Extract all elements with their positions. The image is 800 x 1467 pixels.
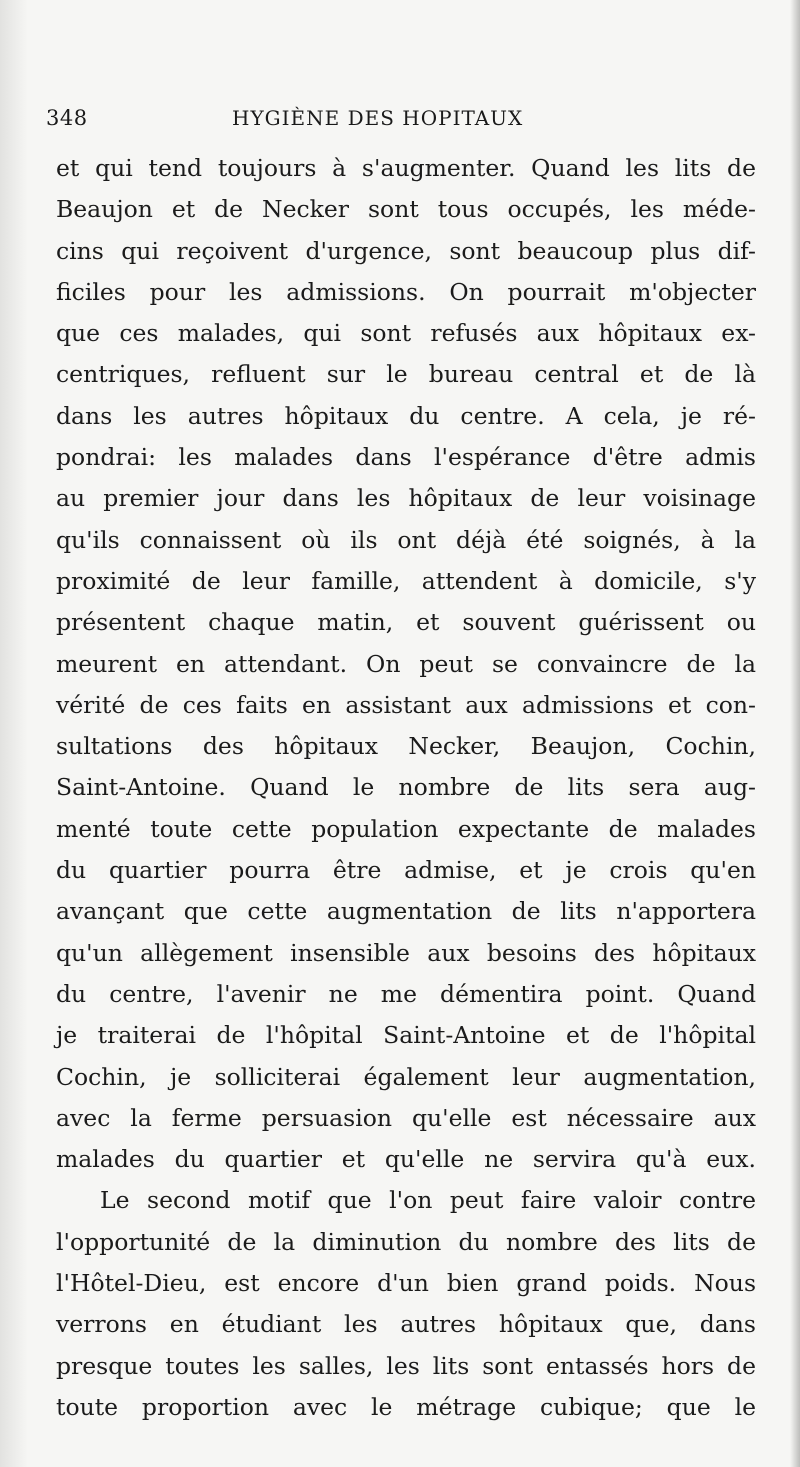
- paragraph-end-line: malades du quartier et qu'elle ne servira qu'à eux.: [56, 1145, 756, 1174]
- running-head: HYGIÈNE DES HOPITAUX: [232, 106, 524, 130]
- scan-shadow: [0, 0, 28, 1467]
- text-line: dans les autres hôpitaux du centre. A cela, je ré-: [56, 401, 756, 430]
- text-line: qu'ils connaissent où ils ont déjà été soignés, à la: [56, 525, 756, 554]
- text-line: l'Hôtel-Dieu, est encore d'un bien grand poids. Nous: [56, 1269, 756, 1298]
- text-line: centriques, refluent sur le bureau central et de là: [56, 360, 756, 389]
- text-line: presque toutes les salles, les lits sont entassés hors de: [56, 1351, 756, 1380]
- text-line: menté toute cette population expectante de malades: [56, 814, 756, 843]
- text-line: du centre, l'avenir ne me démentira point. Quand: [56, 979, 756, 1008]
- page-header: [46, 102, 746, 138]
- text-line: l'opportunité de la diminution du nombre des lits de: [56, 1227, 756, 1256]
- text-line: verrons en étudiant les autres hôpitaux que, dans: [56, 1310, 756, 1339]
- text-line: avec la ferme persuasion qu'elle est nécessaire aux: [56, 1103, 756, 1132]
- page-number: 348: [46, 106, 88, 130]
- text-line: Beaujon et de Necker sont tous occupés, les méde-: [56, 195, 756, 224]
- text-line: toute proportion avec le métrage cubique; que le: [56, 1392, 756, 1421]
- text-line: du quartier pourra être admise, et je crois qu'en: [56, 856, 756, 885]
- text-line: ficiles pour les admissions. On pourrait m'objecter: [56, 277, 756, 306]
- text-line: présentent chaque matin, et souvent guérissent ou: [56, 608, 756, 637]
- text-line: Cochin, je solliciterai également leur augmentation,: [56, 1062, 756, 1091]
- body-text: [56, 148, 756, 1428]
- text-line: qu'un allègement insensible aux besoins des hôpitaux: [56, 938, 756, 967]
- text-line: cins qui reçoivent d'urgence, sont beaucoup plus dif-: [56, 236, 756, 265]
- text-line: proximité de leur famille, attendent à domicile, s'y: [56, 566, 756, 595]
- paragraph-start-line: Le second motif que l'on peut faire valoir contre: [100, 1186, 756, 1215]
- text-line: pondrai: les malades dans l'espérance d'être admis: [56, 443, 756, 472]
- text-line: je traiterai de l'hôpital Saint-Antoine et de l'hôpital: [56, 1021, 756, 1050]
- text-line: meurent en attendant. On peut se convaincre de la: [56, 649, 756, 678]
- text-line: et qui tend toujours à s'augmenter. Quand les lits de: [56, 154, 756, 182]
- text-line: vérité de ces faits en assistant aux admissions et con-: [56, 690, 756, 719]
- text-line: que ces malades, qui sont refusés aux hôpitaux ex-: [56, 319, 756, 348]
- text-line: au premier jour dans les hôpitaux de leur voisinage: [56, 484, 756, 513]
- text-line: avançant que cette augmentation de lits n'apportera: [56, 897, 756, 926]
- page-edge: [790, 0, 800, 1467]
- text-line: Saint-Antoine. Quand le nombre de lits sera aug-: [56, 773, 756, 802]
- text-line: sultations des hôpitaux Necker, Beaujon, Cochin,: [56, 732, 756, 761]
